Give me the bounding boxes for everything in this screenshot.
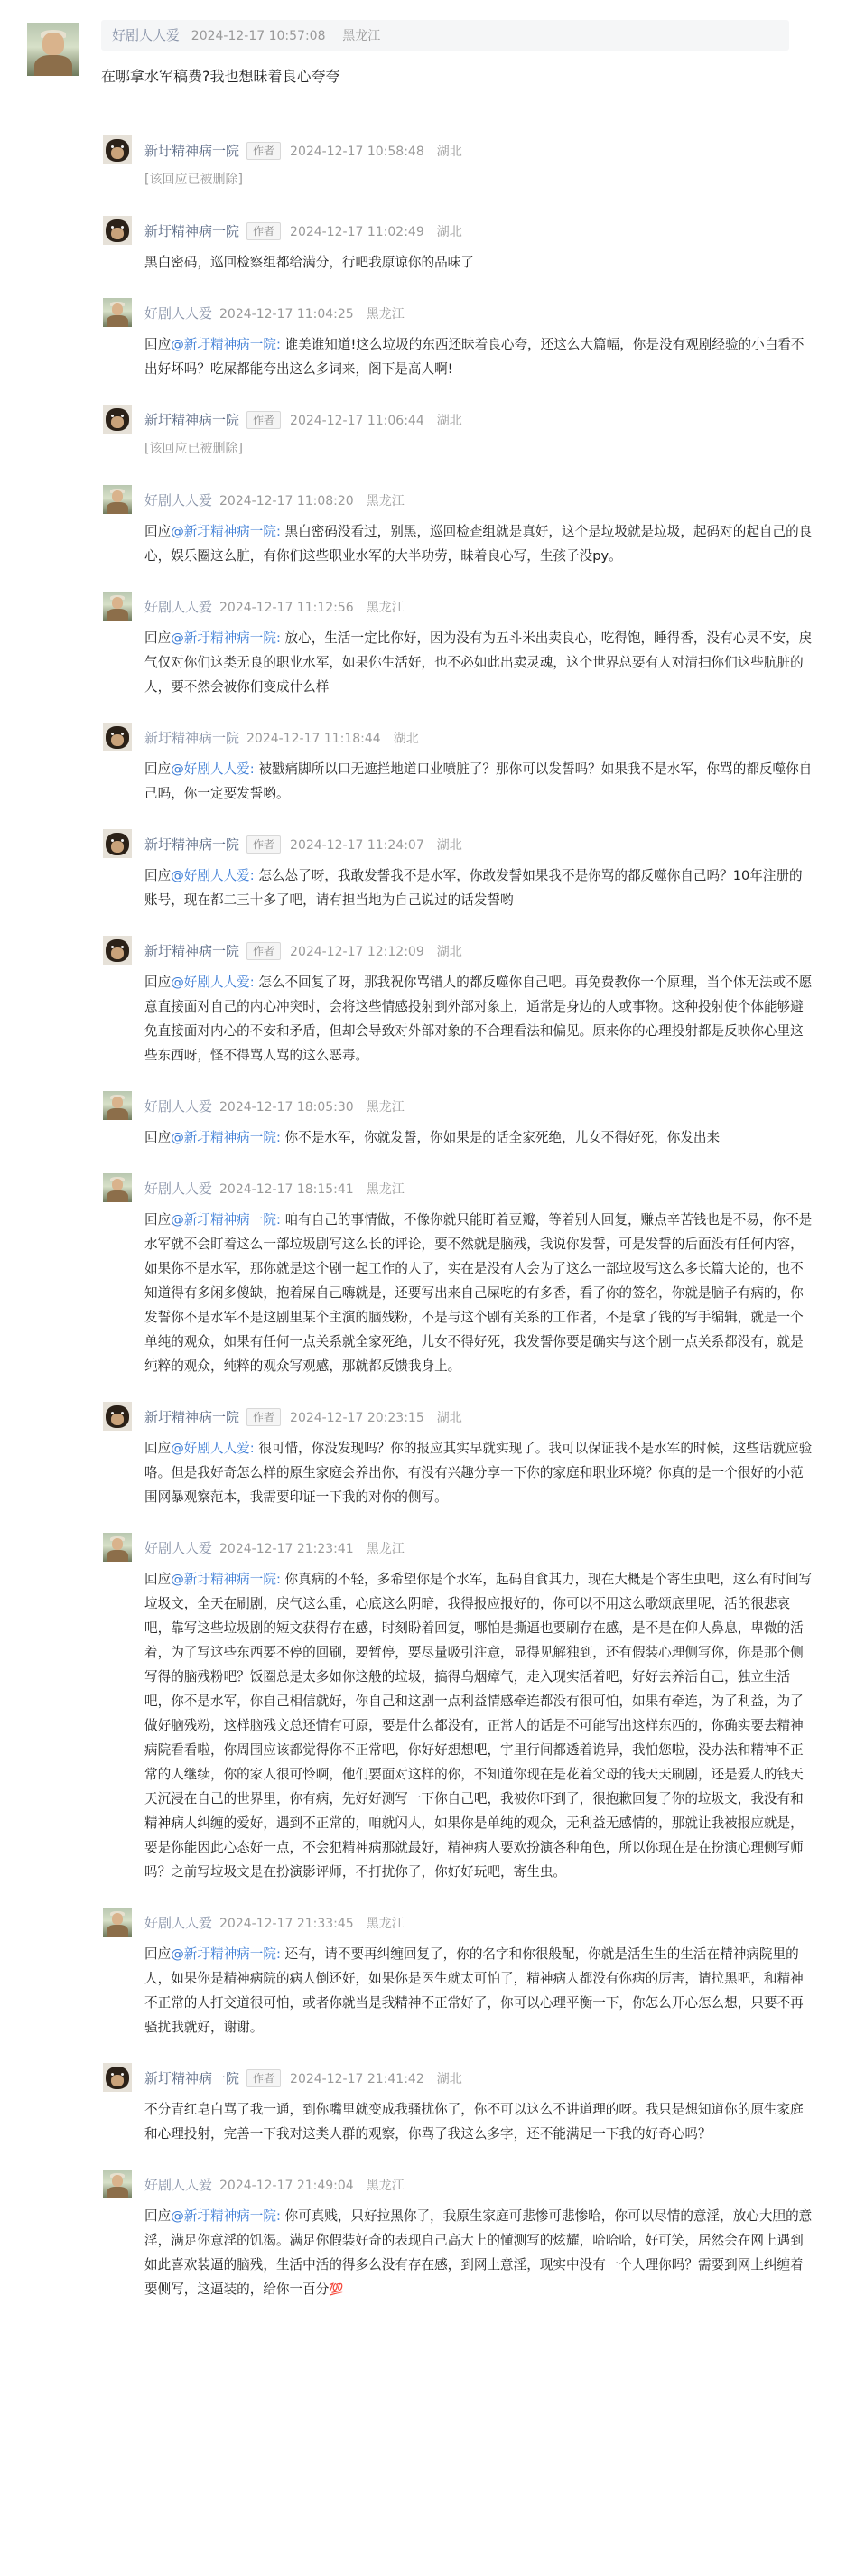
timestamp: 2024-12-17 20:23:15 xyxy=(290,1411,424,1425)
ip-location: 湖北 xyxy=(436,145,462,159)
author-badge: 作者 xyxy=(246,2069,281,2087)
reply-content: 黑白密码没看过，别黑，巡回检查组就是真好，这个是垃圾就是垃圾，起码对的起自己的良心，娱乐圈这么脏，有你们这些职业水军的大半功劳，昧着良心写，生孩子没py。 xyxy=(144,524,813,564)
username-link[interactable]: 好剧人人爱 xyxy=(144,1181,213,1197)
username-link[interactable]: 好剧人人爱 xyxy=(144,1540,213,1556)
author-badge: 作者 xyxy=(246,222,281,240)
reply-meta xyxy=(144,1402,865,1433)
reply-meta xyxy=(144,1908,865,1938)
reply-prefix: 回应 xyxy=(144,1130,172,1145)
username-link[interactable]: 新圩精神病一院 xyxy=(144,836,240,853)
ip-location: 黑龙江 xyxy=(366,1100,405,1115)
reply-content: 谁美谁知道!这么垃圾的东西还昧着良心夸，还这么大篇幅，你是没有观剧经验的小白看不出好坏吗？吃屎都能夸出这么多词来，阁下是高人啊! xyxy=(144,337,805,377)
avatar[interactable] xyxy=(103,405,132,434)
reply-meta xyxy=(144,829,865,860)
reply-item xyxy=(101,2063,865,2146)
reply-meta xyxy=(144,2170,865,2200)
reply-item xyxy=(101,1533,865,1884)
ip-location: 湖北 xyxy=(436,2072,462,2086)
timestamp: 2024-12-17 21:41:42 xyxy=(290,2072,424,2086)
reply-item xyxy=(101,298,865,381)
ip-location: 湖北 xyxy=(436,414,462,428)
username-link[interactable]: 新圩精神病一院 xyxy=(144,223,240,239)
avatar[interactable] xyxy=(103,1402,132,1431)
reply-item xyxy=(101,135,865,192)
avatar[interactable] xyxy=(103,298,132,327)
timestamp: 2024-12-17 11:08:20 xyxy=(219,494,354,509)
avatar[interactable] xyxy=(103,1091,132,1120)
reply-text xyxy=(144,1125,813,1150)
username-link[interactable]: 新圩精神病一院 xyxy=(144,2070,240,2086)
ip-location: 湖北 xyxy=(436,225,462,239)
reply-meta xyxy=(144,723,865,753)
reply-item xyxy=(101,1908,865,2039)
avatar[interactable] xyxy=(103,829,132,858)
deleted-text: [该回应已被删除] xyxy=(144,442,243,456)
ip-location: 湖北 xyxy=(436,945,462,959)
mention-link[interactable]: @好剧人人爱: xyxy=(171,975,255,990)
author-badge: 作者 xyxy=(246,411,281,429)
reply-text xyxy=(144,1208,813,1378)
reply-prefix: 回应 xyxy=(144,761,172,777)
timestamp: 2024-12-17 10:58:48 xyxy=(290,145,424,159)
reply-meta xyxy=(144,936,865,966)
mention-link[interactable]: @新圩精神病一院: xyxy=(171,1572,281,1587)
ip-location: 湖北 xyxy=(436,1411,462,1425)
reply-item xyxy=(101,216,865,275)
mention-link[interactable]: @新圩精神病一院: xyxy=(171,1212,281,1227)
timestamp: 2024-12-17 11:18:44 xyxy=(246,732,381,746)
reply-content: 怎么怂了呀，我敢发誓我不是水军，你敢发誓如果我不是你骂的都反噬你自己吗？10年注册的账号，现在都二三十多了吧，请有担当地为自己说过的话发誓哟 xyxy=(144,868,803,908)
timestamp: 2024-12-17 21:49:04 xyxy=(219,2179,354,2193)
avatar[interactable] xyxy=(27,23,79,76)
reply-content: 黑白密码，巡回检察组都给满分，行吧我原谅你的品味了 xyxy=(144,255,474,270)
timestamp: 2024-12-17 11:24:07 xyxy=(290,838,424,853)
reply-text xyxy=(144,519,813,568)
timestamp: 2024-12-17 12:12:09 xyxy=(290,945,424,959)
reply-meta xyxy=(144,1173,865,1204)
reply-item xyxy=(101,485,865,568)
reply-item xyxy=(101,1091,865,1150)
username-link[interactable]: 好剧人人爱 xyxy=(112,27,181,43)
reply-content: 被戳痛脚所以口无遮拦地道口业喷脏了？那你可以发誓吗？如果我不是水军，你骂的都反噬你自己吗，你一定要发誓哟。 xyxy=(144,761,813,801)
timestamp: 2024-12-17 21:33:45 xyxy=(219,1917,354,1931)
reply-content: 放心，生活一定比你好，因为没有为五斗米出卖良心，吃得饱，睡得香，没有心灵不安，戾气仅对你们这类无良的职业水军，如果你生活好，也不必如此出卖灵魂，这个世界总要有人对清扫你们这些肮脏的人，要不然会被你们变成什么样 xyxy=(144,630,813,695)
username-link[interactable]: 新圩精神病一院 xyxy=(144,943,240,959)
author-badge: 作者 xyxy=(246,1408,281,1426)
emoji-100: 💯 xyxy=(329,2283,344,2297)
reply-content: 不分青红皂白骂了我一通，到你嘴里就变成我骚扰你了，你不可以这么不讲道理的呀。我只是想知道你的原生家庭和心理投射，完善一下我对这类人群的观察，你骂了我这么多字，还不能满足一下我的好奇心吗？ xyxy=(144,2102,804,2142)
ip-location: 黑龙江 xyxy=(366,2179,405,2193)
author-badge: 作者 xyxy=(246,835,281,854)
avatar[interactable] xyxy=(103,485,132,514)
comment-text: 在哪拿水军稿费?我也想昧着良心夸夸 xyxy=(101,68,340,85)
mention-link[interactable]: @新圩精神病一院: xyxy=(171,337,281,352)
reply-item xyxy=(101,829,865,912)
reply-content: 你真病的不轻，多希望你是个水军，起码自食其力，现在大概是个寄生虫吧，这么有时间写垃圾文，全天在刷剧，戾气这么重，心底这么阴暗，我得报应报好的，你可以不用这么歌颂底里呢，活的很悲哀吧，靠写这些垃圾剧的短文获得存在感，时刻盼着回复，哪怕是撕逼也要刷存在感，是不是在仰人鼻息，卑微的活着，为了写这些东西要不停的回刷，要暂停，要尽量吸引注意，显得见解独到，还有假装心理侧写你，你是那个侧写得的脑残粉吧？饭圈总是太多如你这般的垃圾，搞得乌烟瘴气，走入现实活着吧，好好去养活自己，独立生活吧，你不是水军，你自己相信就好，你自己和这剧一点利益情感牵连都没有很可怕，如果有牵连，为了利益，为了做好脑残粉，这样脑残文总还情有可原，要是什么都没有，正常人的话是不可能写出这样东西的，你确实要去精神病院看看啦，你周围应该都觉得你不正常吧，你好好想想吧，宇里行间都透着诡异，我怕您啦，没办法和精神不正常的人继续，你的家人很可怜啊，他们要面对这样的你，不知道你现在是花着父母的钱天天刷剧，还是爱人的钱天天沉浸在自己的世界里，你有病，先好好测写一下你自己吧，我被你吓到了，很抱歉回复了你的垃圾文，我没有和精神病人纠缠的爱好，遇到不正常的，咱就闪人，如果你是单纯的观众，无利益无感情的，那就让我被报应就是，要是你能因此心态好一点，不会犯精神病那就最好，精神病人要欢扮演各种角色，所以你现在是在扮演心理侧写师吗？之前写垃圾文是在扮演影评师，不打扰你了，你好好玩吧，寄生虫。 xyxy=(144,1572,813,1880)
reply-text xyxy=(144,2097,813,2146)
username-link[interactable]: 新圩精神病一院 xyxy=(144,1409,240,1425)
avatar[interactable] xyxy=(103,936,132,965)
reply-text xyxy=(144,757,813,806)
reply-list xyxy=(0,90,865,2302)
reply-text xyxy=(144,1567,813,1884)
ip-location: 黑龙江 xyxy=(342,29,381,43)
reply-meta xyxy=(144,135,865,166)
reply-meta xyxy=(144,216,865,247)
username-link[interactable]: 好剧人人爱 xyxy=(144,1098,213,1115)
author-badge: 作者 xyxy=(246,142,281,160)
deleted-notice xyxy=(144,168,813,192)
username-link[interactable]: 新圩精神病一院 xyxy=(144,143,240,159)
reply-prefix: 回应 xyxy=(144,975,172,990)
reply-item xyxy=(101,2170,865,2302)
mention-link[interactable]: @好剧人人爱: xyxy=(171,868,255,883)
avatar[interactable] xyxy=(103,723,132,751)
reply-text xyxy=(144,1436,813,1509)
timestamp: 2024-12-17 11:06:44 xyxy=(290,414,424,428)
timestamp: 2024-12-17 18:05:30 xyxy=(219,1100,354,1115)
reply-text xyxy=(144,332,813,381)
reply-content: 很可惜，你没发现吗？你的报应其实早就实现了。我可以保证我不是水军的时候，这些话就应验咯。但是我好奇怎么样的原生家庭会养出你，有没有兴趣分享一下你的家庭和职业环境？你真的是一个很好的小范围网暴观察范本，我需要印证一下我的对你的侧写。 xyxy=(144,1441,813,1505)
timestamp: 2024-12-17 11:12:56 xyxy=(219,601,354,615)
mention-link[interactable]: @新圩精神病一院: xyxy=(171,1946,281,1962)
timestamp: 2024-12-17 11:02:49 xyxy=(290,225,424,239)
ip-location: 湖北 xyxy=(393,732,419,746)
username-link[interactable]: 好剧人人爱 xyxy=(144,305,213,322)
top-comment xyxy=(0,0,865,90)
mention-link[interactable]: @好剧人人爱: xyxy=(171,1441,255,1456)
username-link[interactable]: 新圩精神病一院 xyxy=(144,730,240,746)
avatar[interactable] xyxy=(103,592,132,621)
avatar[interactable] xyxy=(103,1533,132,1562)
reply-prefix: 回应 xyxy=(144,1572,172,1587)
mention-link[interactable]: @新圩精神病一院: xyxy=(171,630,281,646)
ip-location: 黑龙江 xyxy=(366,1917,405,1931)
avatar[interactable] xyxy=(103,2170,132,2198)
reply-item xyxy=(101,1173,865,1378)
ip-location: 黑龙江 xyxy=(366,307,405,322)
ip-location: 黑龙江 xyxy=(366,1542,405,1556)
reply-item xyxy=(101,1402,865,1509)
mention-link[interactable]: @好剧人人爱: xyxy=(171,761,255,777)
avatar[interactable] xyxy=(103,216,132,245)
avatar[interactable] xyxy=(103,2063,132,2092)
reply-item xyxy=(101,592,865,699)
author-badge: 作者 xyxy=(246,942,281,960)
avatar[interactable] xyxy=(103,1908,132,1937)
reply-text xyxy=(144,970,813,1068)
ip-location: 黑龙江 xyxy=(366,494,405,509)
reply-meta xyxy=(144,405,865,435)
reply-text xyxy=(144,2204,813,2302)
mention-link[interactable]: @新圩精神病一院: xyxy=(171,2208,281,2224)
reply-meta xyxy=(144,2063,865,2094)
deleted-text: [该回应已被删除] xyxy=(144,173,243,187)
username-link[interactable]: 好剧人人爱 xyxy=(144,492,213,509)
mention-link[interactable]: @新圩精神病一院: xyxy=(171,524,281,539)
reply-prefix: 回应 xyxy=(144,630,172,646)
reply-content: 还有，请不要再纠缠回复了，你的名字和你很般配，你就是活生生的生活在精神病院里的人，如果你是精神病院的病人倒还好，如果你是医生就太可怕了，精神病人都没有你病的厉害，请拉黑吧，和精神不正常的人打交道很可怕，或者你就当是我精神不正常好了，你可以心理平衡一下，你怎么开心怎么想，只要不再骚扰我就好，谢谢。 xyxy=(144,1946,804,2035)
reply-text xyxy=(144,250,813,275)
username-link[interactable]: 好剧人人爱 xyxy=(144,599,213,615)
avatar[interactable] xyxy=(103,135,132,164)
avatar[interactable] xyxy=(103,1173,132,1202)
username-link[interactable]: 新圩精神病一院 xyxy=(144,412,240,428)
reply-item xyxy=(101,405,865,462)
timestamp: 2024-12-17 11:04:25 xyxy=(219,307,354,322)
reply-text xyxy=(144,1942,813,2039)
reply-meta xyxy=(144,485,865,516)
reply-prefix: 回应 xyxy=(144,868,172,883)
timestamp: 2024-12-17 10:57:08 xyxy=(191,29,326,43)
ip-location: 黑龙江 xyxy=(366,601,405,615)
reply-prefix: 回应 xyxy=(144,1946,172,1962)
reply-text xyxy=(144,863,813,912)
mention-link[interactable]: @新圩精神病一院: xyxy=(171,1130,281,1145)
reply-meta xyxy=(144,592,865,622)
username-link[interactable]: 好剧人人爱 xyxy=(144,2177,213,2193)
reply-prefix: 回应 xyxy=(144,1441,172,1456)
reply-content: 你不是水军，你就发誓，你如果是的话全家死绝，儿女不得好死，你发出来 xyxy=(280,1130,721,1145)
reply-text xyxy=(144,626,813,699)
reply-item xyxy=(101,723,865,806)
reply-content: 怎么不回复了呀，那我祝你骂错人的都反噬你自己吧。再免费教你一个原理，当个体无法或不愿意直接面对自己的内心冲突时，会将这些情感投射到外部对象上，通常是身边的人或事物。这种投射使个体能够避免直接面对内心的不安和矛盾，但却会导致对外部对象的不合理看法和偏见。原来你的心理投射都是反映你心里这些东西呀，怪不得骂人骂的这么恶毒。 xyxy=(144,975,813,1063)
timestamp: 2024-12-17 21:23:41 xyxy=(219,1542,354,1556)
reply-content: 你可真贱，只好拉黑你了，我原生家庭可悲惨可悲惨哈，你可以尽情的意淫，放心大胆的意淫，满足你意淫的饥渴。满足你假装好奇的表现自己高大上的懂测写的炫耀，哈哈哈，好可笑，居然会在网上遇到如此喜欢装逼的脑残，生活中活的得多么没有存在感，到网上意淫，现实中没有一个人理你吗？需要到网上纠缠着要侧写，这逼装的，给你一百分 xyxy=(144,2208,813,2297)
ip-location: 湖北 xyxy=(436,838,462,853)
reply-content: 咱有自己的事情做，不像你就只能盯着豆瓣，等着别人回复，赚点辛苦钱也是不易，你不是水军就不会盯着这么一部垃圾剧写这么长的评论，要不然就是脑残，我说你发誓，可是发誓的后面没有任何内容，如果你不是水军，那你就是这个剧一起工作的人了，实在是没有人会为了这么一部垃圾写这么多长篇大论的，也不知道得有多闲多傻缺，抱着屎自己嗨就是，还要写出来自己屎吃的有多香，看了你的签名，你就是脑子有病的，你发誓你不是水军不是这剧里某个主演的脑残粉，不是与这个剧有关系的工作者，不是拿了钱的写手编辑，就是一个单纯的观众，如果有任何一点关系就全家死绝，儿女不得好死，我发誓你要是确实与这个剧一点关系都没有，就是纯粹的观众，纯粹的观众写观感，那就都反馈我身上。 xyxy=(144,1212,813,1374)
reply-item xyxy=(101,936,865,1068)
reply-prefix: 回应 xyxy=(144,524,172,539)
reply-prefix: 回应 xyxy=(144,2208,172,2224)
username-link[interactable]: 好剧人人爱 xyxy=(144,1915,213,1931)
deleted-notice xyxy=(144,437,813,462)
reply-prefix: 回应 xyxy=(144,337,172,352)
reply-meta xyxy=(144,1091,865,1122)
timestamp: 2024-12-17 18:15:41 xyxy=(219,1182,354,1197)
reply-meta xyxy=(144,1533,865,1563)
reply-prefix: 回应 xyxy=(144,1212,172,1227)
ip-location: 黑龙江 xyxy=(366,1182,405,1197)
reply-meta xyxy=(144,298,865,329)
comment-meta-bar xyxy=(101,20,789,51)
